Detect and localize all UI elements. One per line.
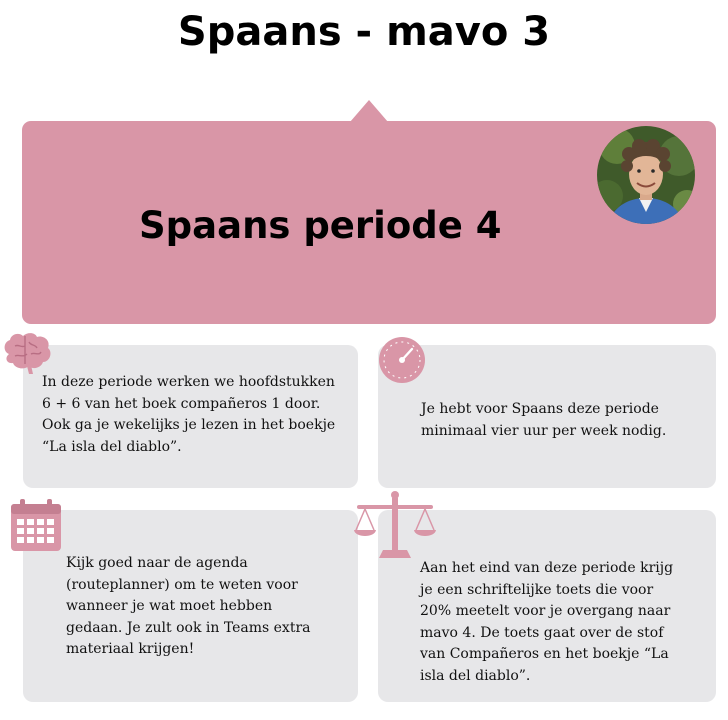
card-text: Aan het eind van deze periode krijg je een schriftelijke toets die voor 20% meetelt voor je overgang naar mavo 4. De toets gaat over de stof van Compañeros en het boekje “La isla del diablo”. bbox=[420, 560, 674, 684]
content-card bbox=[378, 345, 716, 488]
card-text: Je hebt voor Spaans deze periode minimaal vier uur per week nodig. bbox=[421, 401, 667, 439]
calendar-icon bbox=[10, 498, 62, 556]
brain-icon bbox=[1, 332, 53, 378]
teacher-avatar bbox=[597, 126, 695, 224]
page-title: Spaans - mavo 3 bbox=[177, 9, 551, 55]
banner-pointer bbox=[350, 100, 388, 122]
speedometer-icon bbox=[378, 336, 426, 388]
content-card bbox=[23, 345, 358, 488]
banner-title: Spaans periode 4 bbox=[139, 204, 502, 247]
content-card bbox=[23, 510, 358, 702]
card-text: Kijk goed naar de agenda (routeplanner) om te weten voor wanneer je wat moet hebben gedaan. Je zult ook in Teams extra materiaal krijgen! bbox=[66, 555, 311, 657]
period-banner bbox=[22, 121, 716, 324]
scales-icon bbox=[353, 490, 437, 566]
card-text: In deze periode werken we hoofdstukken 6 + 6 van het boek compañeros 1 door. Ook ga je wekelijks je lezen in het boekje “La isla del diablo”. bbox=[42, 374, 336, 455]
